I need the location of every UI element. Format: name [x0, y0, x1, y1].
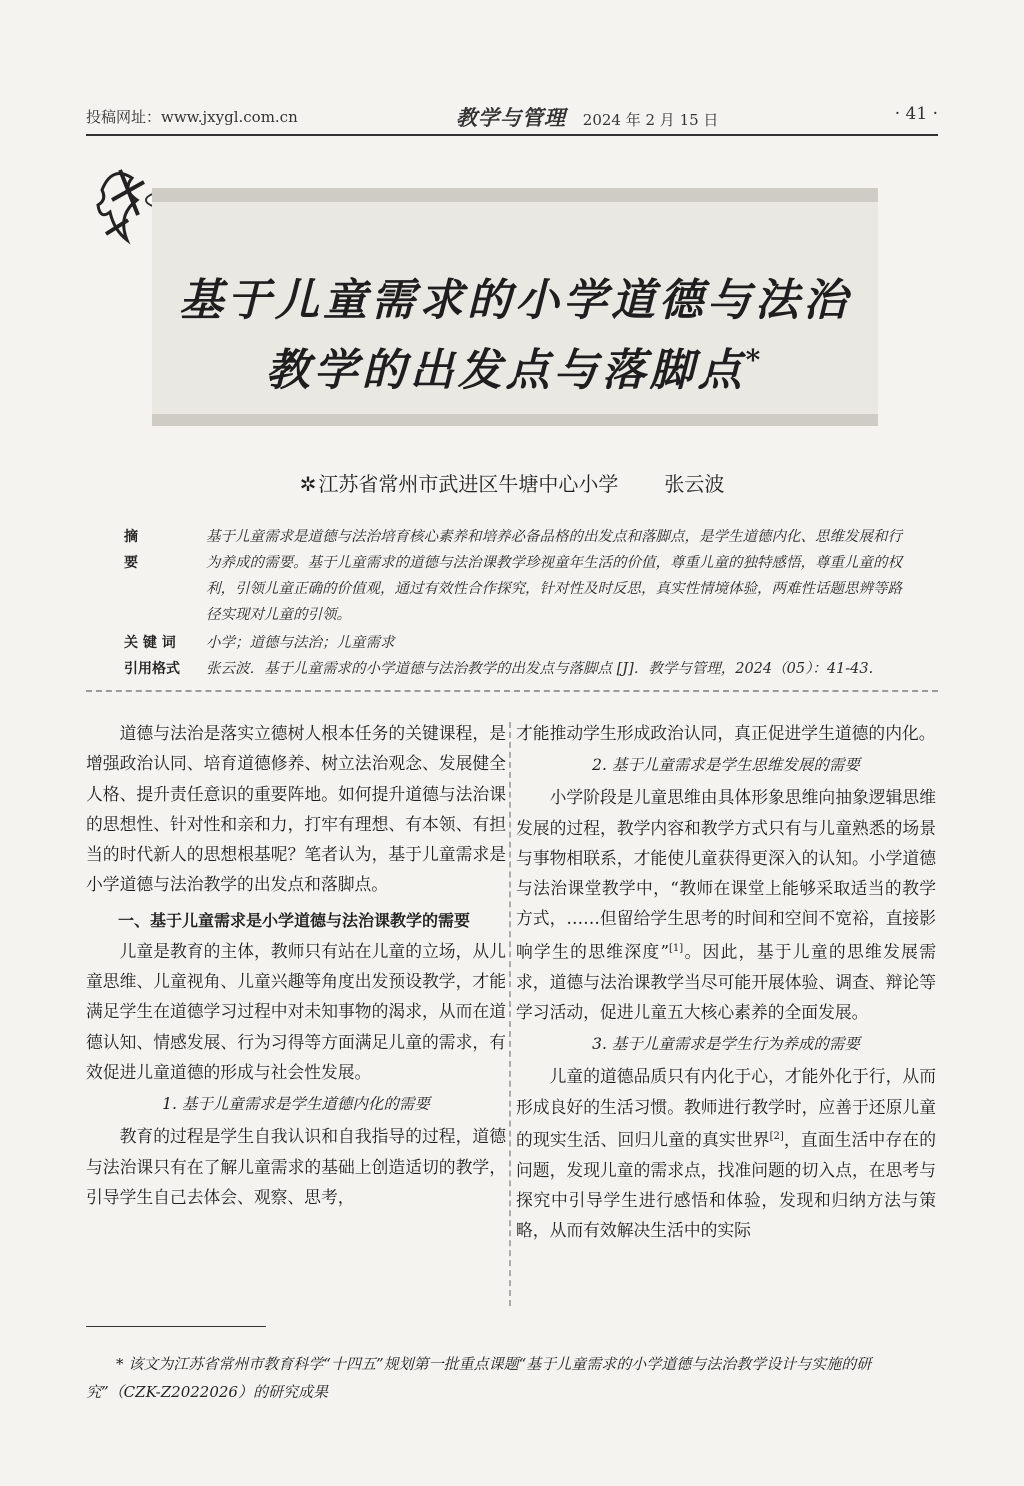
- body-text: 。因此，基于儿童的思维发展需求，道德与法治课教学当尽可能开展体验、调查、辩论等学习活动，促进儿童五大核心素养的全面发展。: [516, 941, 936, 1022]
- footnote: * 该文为江苏省常州市教育科学“十四五”规划第一批重点课题“基于儿童需求的小学道德与法治教学设计与实施的研究”（CZK-Z2022026）的研究成果: [86, 1355, 872, 1401]
- body-text: 儿童的道德品质只有内化于心，才能外化于行，从而形成良好的生活习惯。教师进行教学时，应善于还原儿童的现实生活、回归儿童的真实世界: [516, 1066, 936, 1150]
- abstract-block: [124, 524, 914, 682]
- keywords-row: [124, 630, 914, 656]
- abstract-text: 基于儿童需求是道德与法治培育核心素养和培养必备品格的出发点和落脚点，是学生道德内化、思维发展和行为养成的需要。基于儿童需求的道德与法治课教学珍视童年生活的价值，尊重儿童的独特感悟，尊重儿童的权利，引领儿童正确的价值观，通过有效性合作探究，针对性及时反思，真实性情境体验，两难性话题思辨等路径实现对儿童的引领。: [206, 529, 902, 623]
- body-text: ，直面生活中存在的问题，发现儿童的需求点，找准问题的切入点，在思考与探究中引导学生进行感悟和体验，发现和归纳方法与策略，从而有效解决生活中的实际: [516, 1129, 936, 1241]
- body-column-left: [86, 718, 506, 1212]
- body-column-right: [516, 718, 936, 1246]
- author-mark-icon: ✲: [299, 472, 317, 496]
- author-name: 张云波: [664, 472, 725, 496]
- citation-row: [124, 656, 914, 682]
- keywords-text: 小学；道德与法治；儿童需求: [206, 635, 395, 651]
- body-paragraph: 才能推动学生形成政治认同，真正促进学生道德的内化。: [516, 723, 936, 743]
- subsection-heading-1: 1. 基于儿童需求是学生道德内化的需要: [162, 1095, 430, 1114]
- body-paragraph: [516, 782, 936, 1027]
- abstract-divider: [86, 690, 938, 692]
- journal-name: 教学与管理: [456, 105, 566, 130]
- submission-url: 投稿网址：www.jxygl.com.cn: [86, 108, 298, 126]
- body-paragraph: [516, 1061, 936, 1245]
- keywords-label: 关 键 词: [124, 635, 176, 651]
- body-paragraph: 道德与法治是落实立德树人根本任务的关键课程，是增强政治认同、培育道德修养、树立法治观念、发展健全人格、提升责任意识的重要阵地。如何提升道德与法治课的思想性、针对性和亲和力，打牢有理想、有本领、有担当的时代新人的思想根基呢？笔者认为，基于儿童需求是小学道德与法治教学的出发点和落脚点。: [86, 723, 506, 895]
- title-banner: [152, 188, 878, 426]
- subsection-heading-3: 3. 基于儿童需求是学生行为养成的需要: [592, 1035, 860, 1054]
- author-affiliation: 江苏省常州市武进区牛塘中心小学: [318, 472, 619, 496]
- page-number: · 41 ·: [894, 104, 938, 124]
- body-text: 小学阶段是儿童思维由具体形象思维向抽象逻辑思维发展的过程，教学内容和教学方式只有与儿童熟悉的场景与事物相联系，才能使儿童获得更深入的认知。小学道德与法治课堂教学中，“教师在课堂上能够采取适当的教学方式，……但留给学生思考的时间和空间不宽裕，直接影响学生的思维深度”: [516, 787, 936, 962]
- subsection-heading-2: 2. 基于儿童需求是学生思维发展的需要: [592, 756, 860, 775]
- section-heading-1: 一、基于儿童需求是小学道德与法治课教学的需要: [118, 910, 471, 930]
- citation-ref: [1]: [669, 942, 684, 954]
- issue-date: 2024 年 2 月 15 日: [582, 111, 719, 129]
- citation-label: 引用格式: [124, 661, 180, 677]
- running-header: [86, 100, 938, 130]
- author-line: [0, 468, 1024, 497]
- article-title-line-2: [152, 334, 878, 398]
- column-divider: [509, 722, 511, 1306]
- journal-masthead: [456, 102, 718, 132]
- body-paragraph: 教育的过程是学生自我认识和自我指导的过程，道德与法治课只有在了解儿童需求的基础上创造适切的教学，引导学生自己去体会、观察、思考，: [86, 1126, 506, 1207]
- article-title-line-2-text: 教学的出发点与落脚点: [265, 345, 746, 396]
- abstract-row: [124, 524, 914, 628]
- header-rule: [86, 134, 938, 136]
- footnote-rule: [86, 1326, 266, 1327]
- body-paragraph: 儿童是教育的主体，教师只有站在儿童的立场，从儿童思维、儿童视角、儿童兴趣等角度出发预设教学，才能满足学生在道德学习过程中对未知事物的渴求，从而在道德认知、情感发展、行为习得等方面满足儿童的需求，有效促进儿童道德的形成与社会性发展。: [86, 940, 506, 1082]
- citation-ref: [2]: [769, 1130, 784, 1142]
- abstract-label: 摘 要: [124, 529, 156, 571]
- citation-text: 张云波．基于儿童需求的小学道德与法治教学的出发点与落脚点 [J]．教学与管理，2024（05）：41-43.: [206, 661, 874, 677]
- title-footnote-mark: *: [745, 343, 765, 377]
- article-title-line-1: 基于儿童需求的小学道德与法治: [179, 275, 851, 326]
